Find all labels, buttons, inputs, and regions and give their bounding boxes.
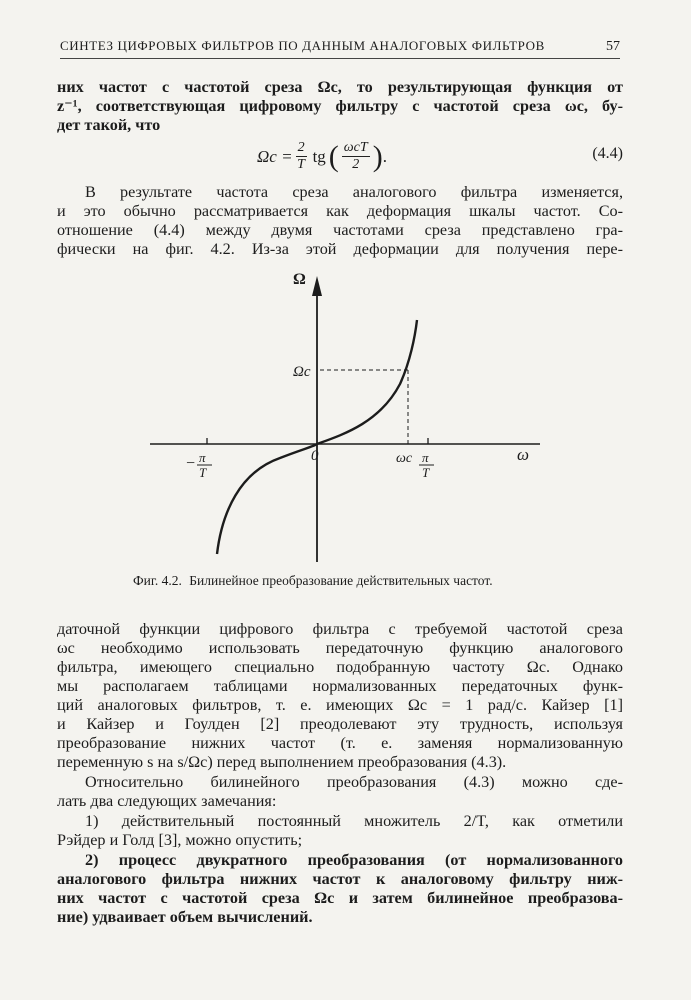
- paragraph-2: [57, 183, 623, 259]
- equation-period: .: [382, 146, 387, 166]
- omega-c-axis-label: Ωc: [293, 364, 311, 380]
- remark-item-2: [57, 851, 623, 927]
- text-line: фильтра, имеющего специально подобранную частоту Ωc. Однако: [57, 658, 623, 676]
- fraction-numerator: 2: [297, 140, 305, 155]
- text-line: лать два следующих замечания:: [57, 792, 277, 810]
- equation-lhs: Ωc =: [257, 146, 293, 166]
- text-line: ций аналоговых фильтров, т. е. имеющих Ωc = 1 рад/с. Кайзер [1]: [57, 696, 623, 714]
- paragraph-4: [57, 773, 623, 811]
- pos-tick-denominator: T: [422, 465, 430, 480]
- paren-left-icon: (: [328, 139, 339, 173]
- text-line: даточной функции цифрового фильтра с требуемой частотой среза: [57, 620, 623, 638]
- neg-sign: −: [186, 455, 196, 472]
- text-line: z⁻¹, соответствующая цифровому фильтру с частотой среза ωc, бу-: [57, 97, 623, 115]
- text-line: Относительно билинейного преобразования (4.3) можно сде-: [85, 773, 623, 791]
- paren-right-icon: ): [372, 139, 383, 173]
- text-line: и это обычно рассматривается как деформация шкалы частот. Со-: [57, 202, 623, 220]
- text-line: 2) процесс двукратного преобразования (от нормализованного: [85, 851, 623, 869]
- text-line: В результате частота среза аналогового фильтра изменяется,: [85, 183, 623, 201]
- neg-tick-denominator: T: [199, 465, 207, 480]
- running-header: [60, 38, 620, 59]
- fraction-2-over-t: [296, 140, 307, 173]
- text-line: переменную s на s/Ωc) перед выполнением преобразования (4.3).: [57, 753, 507, 771]
- text-line: них частот с частотой среза Ωc и затем билинейное преобразова-: [57, 889, 623, 907]
- pos-tick-numerator: π: [422, 450, 429, 465]
- caption-label: Фиг. 4.2.: [133, 573, 182, 588]
- header-title: СИНТЕЗ ЦИФРОВЫХ ФИЛЬТРОВ ПО ДАННЫМ АНАЛОГОВЫХ ФИЛЬТРОВ: [60, 38, 545, 53]
- x-axis-label: ω: [517, 445, 530, 464]
- figure-4-2-bilinear-warping: [0, 262, 691, 582]
- fraction-denominator: 2: [352, 157, 360, 172]
- equation-expression: [257, 140, 387, 173]
- text-line: Рэйдер и Голд [3], можно опустить;: [57, 831, 303, 849]
- text-line: них частот с частотой среза Ωc, то результирующая функция от: [57, 78, 623, 96]
- text-line: ωc необходимо использовать передаточную функцию аналогового: [57, 639, 623, 657]
- text-line: мы располагаем таблицами нормализованных передаточных функ-: [57, 677, 623, 695]
- fraction-wct-over-2: [342, 140, 370, 173]
- text-line: и Кайзер и Гоулден [2] преодолевают эту трудность, используя: [57, 715, 623, 733]
- fraction-numerator: ωcT: [343, 140, 368, 155]
- omega-c-tick-label: ωc: [396, 451, 413, 466]
- y-axis-label: Ω: [293, 271, 306, 288]
- text-line: отношение (4.4) между двумя частотами среза представлено гра-: [57, 221, 623, 239]
- text-line: фически на фиг. 4.2. Из-за этой деформации для получения пере-: [57, 240, 623, 258]
- text-line: аналогового фильтра нижних частот к аналоговому фильтру ниж-: [57, 870, 623, 888]
- page-number: 57: [606, 39, 620, 54]
- text-line: ние) удваивает объем вычислений.: [57, 908, 313, 926]
- paragraph-1: [57, 78, 623, 135]
- fraction-denominator: T: [297, 157, 305, 172]
- origin-label: 0: [311, 448, 319, 464]
- figure-caption: [133, 573, 493, 589]
- text-line: преобразование нижних частот (т. е. заменяя нормализованную: [57, 734, 623, 752]
- equation-number: (4.4): [592, 145, 623, 162]
- tangent-function: tg: [312, 146, 326, 166]
- remark-item-1: [57, 812, 623, 850]
- text-line: дет такой, что: [57, 116, 161, 134]
- y-axis-arrow-icon: [312, 276, 322, 296]
- caption-text: Билинейное преобразование действительных частот.: [189, 573, 493, 588]
- equation-4-4: [57, 132, 623, 176]
- neg-tick-numerator: π: [199, 450, 206, 465]
- text-line: 1) действительный постоянный множитель 2/T, как отметили: [85, 812, 623, 830]
- paragraph-3: [57, 620, 623, 772]
